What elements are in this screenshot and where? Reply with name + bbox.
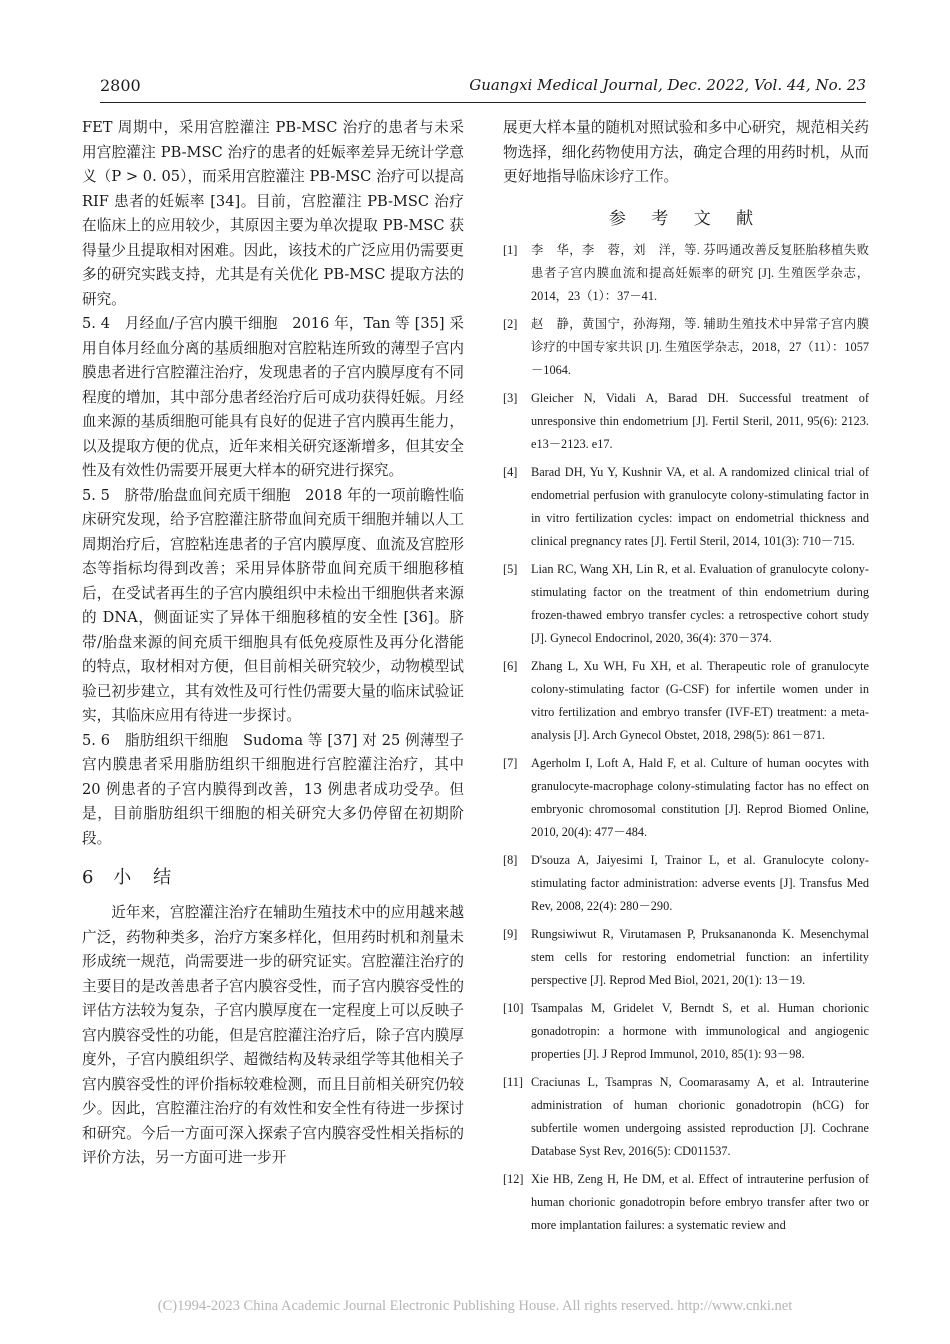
summary-paragraph: 近年来，宫腔灌注治疗在辅助生殖技术中的应用越来越广泛，药物种类多，治疗方案多样化，但用药时机和剂量未形成统一规范，尚需要进一步的研究证实。宫腔灌注治疗的主要目的是改善患者子宫内膜容受性，而子宫内膜容受性的评估方法较为复杂，子宫内膜厚度在一定程度上可以反映子宫内膜容受性的功能，但是宫腔灌注治疗后，除子宫内膜厚度外，子宫内膜组织学、超微结构及转录组学等其他相关子宫内膜容受性的评价指标较难检测，而且目前相关研究仍较少。因此，宫腔灌注治疗的有效性和安全性有待进一步探讨和研究。今后一方面可深入探索子宫内膜容受性相关指标的评价方法，另一方面可进一步开 (82, 904, 464, 1166)
reference-number: [8] (503, 852, 518, 867)
page-number: 2800 (100, 76, 141, 95)
copyright-footer: (C)1994-2023 China Academic Journal Electronic Publishing House. All rights reserved. http://www.cnki.net (157, 1298, 793, 1314)
reference-number: [10] (503, 1000, 524, 1015)
section-5-4: 5. 4 月经血/子宫内膜干细胞 2016 年，Tan 等 [35] 采用自体月经血分离的基质细胞对宫腔粘连所致的薄型子宫内膜患者进行宫腔灌注治疗，发现患者的子宫内膜厚度有不同程度的增加，其中部分患者经治疗后可成功获得妊娠。月经血来源的基质细胞可能具有良好的促进子宫内膜再生能力，以及提取方便的优点，近年来相关研究逐渐增多，但其安全性及有效性仍需要开展更大样本的研究进行探究。 (82, 315, 464, 479)
reference-text: D'souza A, Jaiyesimi I, Trainor L, et al. Granulocyte colony-stimulating factor administration: adverse events [J]. Transfus Med Rev, 2008, 22(4): 280－290. (531, 852, 869, 913)
reference-text: Craciunas L, Tsampras N, Coomarasamy A, et al. Intrauterine administration of human chorionic gonadotropin (hCG) for subfertile women undergoing assisted reproduction [J]. Cochrane Database Syst Rev, 2016(5): CD011537. (531, 1074, 869, 1158)
left-column (82, 116, 464, 1171)
reference-number: [2] (503, 316, 518, 331)
references-heading: 参 考 文 献 (608, 208, 764, 229)
reference-item (503, 849, 869, 918)
section-5-5: 5. 5 脐带/胎盘血间充质干细胞 2018 年的一项前瞻性临床研究发现，给予宫腔灌注脐带血间充质干细胞并辅以人工周期治疗后，宫腔粘连患者的子宫内膜厚度、血流及宫腔形态等指标均得到改善；采用异体脐带血间充质干细胞移植后，在受试者再生的子宫内膜组织中未检出干细胞供者来源的 DNA，侧面证实了异体干细胞移植的安全性 [36]。脐带/胎盘来源的间充质干细胞具有低免疫原性及再分化潜能的特点，取材相对方便，但目前相关研究较少，动物模型试验已初步建立，其有效性及可行性仍需要大量的临床试验证实，其临床应用有待进一步探讨。 (82, 486, 464, 724)
reference-number: [1] (503, 242, 518, 257)
reference-item (503, 461, 869, 553)
reference-item (503, 387, 869, 456)
reference-text: Xie HB, Zeng H, He DM, et al. Effect of intrauterine perfusion of human chorionic gonadotropin before embryo transfer after two or more implantation failures: a systematic review and (531, 1171, 869, 1232)
running-header (100, 76, 866, 100)
reference-text: Barad DH, Yu Y, Kushnir VA, et al. A randomized clinical trial of endometrial perfusion with granulocyte colony-stimulating factor in in vitro fertilization cycles: impact on endometrial thickness and clinical pregnancy rates [J]. Fertil Steril, 2014, 101(3): 710－715. (531, 464, 869, 548)
reference-item (503, 1168, 869, 1237)
reference-item (503, 239, 869, 308)
header-rule (100, 102, 866, 103)
reference-item (503, 313, 869, 382)
reference-item (503, 558, 869, 650)
reference-number: [11] (503, 1074, 524, 1089)
section-6-heading (82, 863, 464, 889)
reference-text: 赵 静，黄国宁，孙海翔，等. 辅助生殖技术中异常子宫内膜诊疗的中国专家共识 [J]. 生殖医学杂志，2018，27（11）：1057－1064. (531, 316, 869, 377)
reference-text: Lian RC, Wang XH, Lin R, et al. Evaluation of granulocyte colony-stimulating factor on the treatment of thin endometrium during frozen-thawed embryo transfer cycles: a retrospective cohort study [J]. Gynecol Endocrinol, 2020, 36(4): 370－374. (531, 561, 869, 645)
reference-number: [4] (503, 464, 518, 479)
summary-continuation: 展更大样本量的随机对照试验和多中心研究，规范相关药物选择，细化药物使用方法，确定合理的用药时机，从而更好地指导临床诊疗工作。 (503, 119, 869, 185)
reference-number: [9] (503, 926, 518, 941)
reference-item (503, 997, 869, 1066)
reference-number: [7] (503, 755, 518, 770)
reference-number: [12] (503, 1171, 524, 1186)
right-column (503, 116, 869, 1242)
reference-item (503, 752, 869, 844)
reference-number: [5] (503, 561, 518, 576)
reference-text: Tsampalas M, Gridelet V, Berndt S, et al. Human chorionic gonadotropin: a hormone with immunological and angiogenic properties [J]. J Reprod Immunol, 2010, 85(1): 93－98. (531, 1000, 869, 1061)
reference-list (503, 239, 869, 1237)
reference-item (503, 655, 869, 747)
reference-number: [6] (503, 658, 518, 673)
reference-text: 李 华，李 蓉，刘 洋，等. 芬吗通改善反复胚胎移植失败患者子宫内膜血流和提高妊娠率的研究 [J]. 生殖医学杂志，2014，23（1）：37－41. (531, 242, 869, 303)
reference-text: Gleicher N, Vidali A, Barad DH. Successful treatment of unresponsive thin endometrium [J]. Fertil Steril, 2011, 95(6): 2123. e13－2123. e17. (531, 390, 869, 451)
journal-citation: Guangxi Medical Journal, Dec. 2022, Vol. 44, No. 23 (469, 76, 866, 94)
reference-item (503, 1071, 869, 1163)
section-6-number: 6 (82, 867, 96, 888)
section-6-title: 小 结 (113, 867, 174, 888)
reference-number: [3] (503, 390, 518, 405)
reference-text: Rungsiwiwut R, Virutamasen P, Pruksananonda K. Mesenchymal stem cells for restoring endometrial function: an infertility perspective [J]. Reprod Med Biol, 2021, 20(1): 13－19. (531, 926, 869, 987)
section-5-6: 5. 6 脂肪组织干细胞 Sudoma 等 [37] 对 25 例薄型子宫内膜患者采用脂肪组织干细胞进行宫腔灌注治疗，其中 20 例患者的子宫内膜得到改善，13 例患者成功受孕。但是，目前脂肪组织干细胞的相关研究大多仍停留在初期阶段。 (82, 731, 464, 847)
reference-item (503, 923, 869, 992)
reference-text: Zhang L, Xu WH, Fu XH, et al. Therapeutic role of granulocyte colony-stimulating factor (G-CSF) for infertile women under in vitro fertilization and embryo transfer (IVF-ET) treatment: a meta-analysis [J]. Arch Gynecol Obstet, 2018, 298(5): 861－871. (531, 658, 869, 742)
paragraph-pbmsc: FET 周期中，采用宫腔灌注 PB-MSC 治疗的患者与未采用宫腔灌注 PB-MSC 治疗的患者的妊娠率差异无统计学意义（P > 0. 05），而采用宫腔灌注 PB-MSC 治疗可以提高 RIF 患者的妊娠率 [34]。目前，宫腔灌注 PB-MSC 治疗在临床上的应用较少，其原因主要为单次提取 PB-MSC 获得量少且提取相对困难。因此，该技术的广泛应用仍需要更多的研究实践支持，尤其是有关优化 PB-MSC 提取方法的研究。 (82, 119, 464, 308)
reference-text: Agerholm I, Loft A, Hald F, et al. Culture of human oocytes with granulocyte-macrophage colony-stimulating factor has no effect on embryonic chromosomal constitution [J]. Reprod Biomed Online, 2010, 20(4): 477－484. (531, 755, 869, 839)
